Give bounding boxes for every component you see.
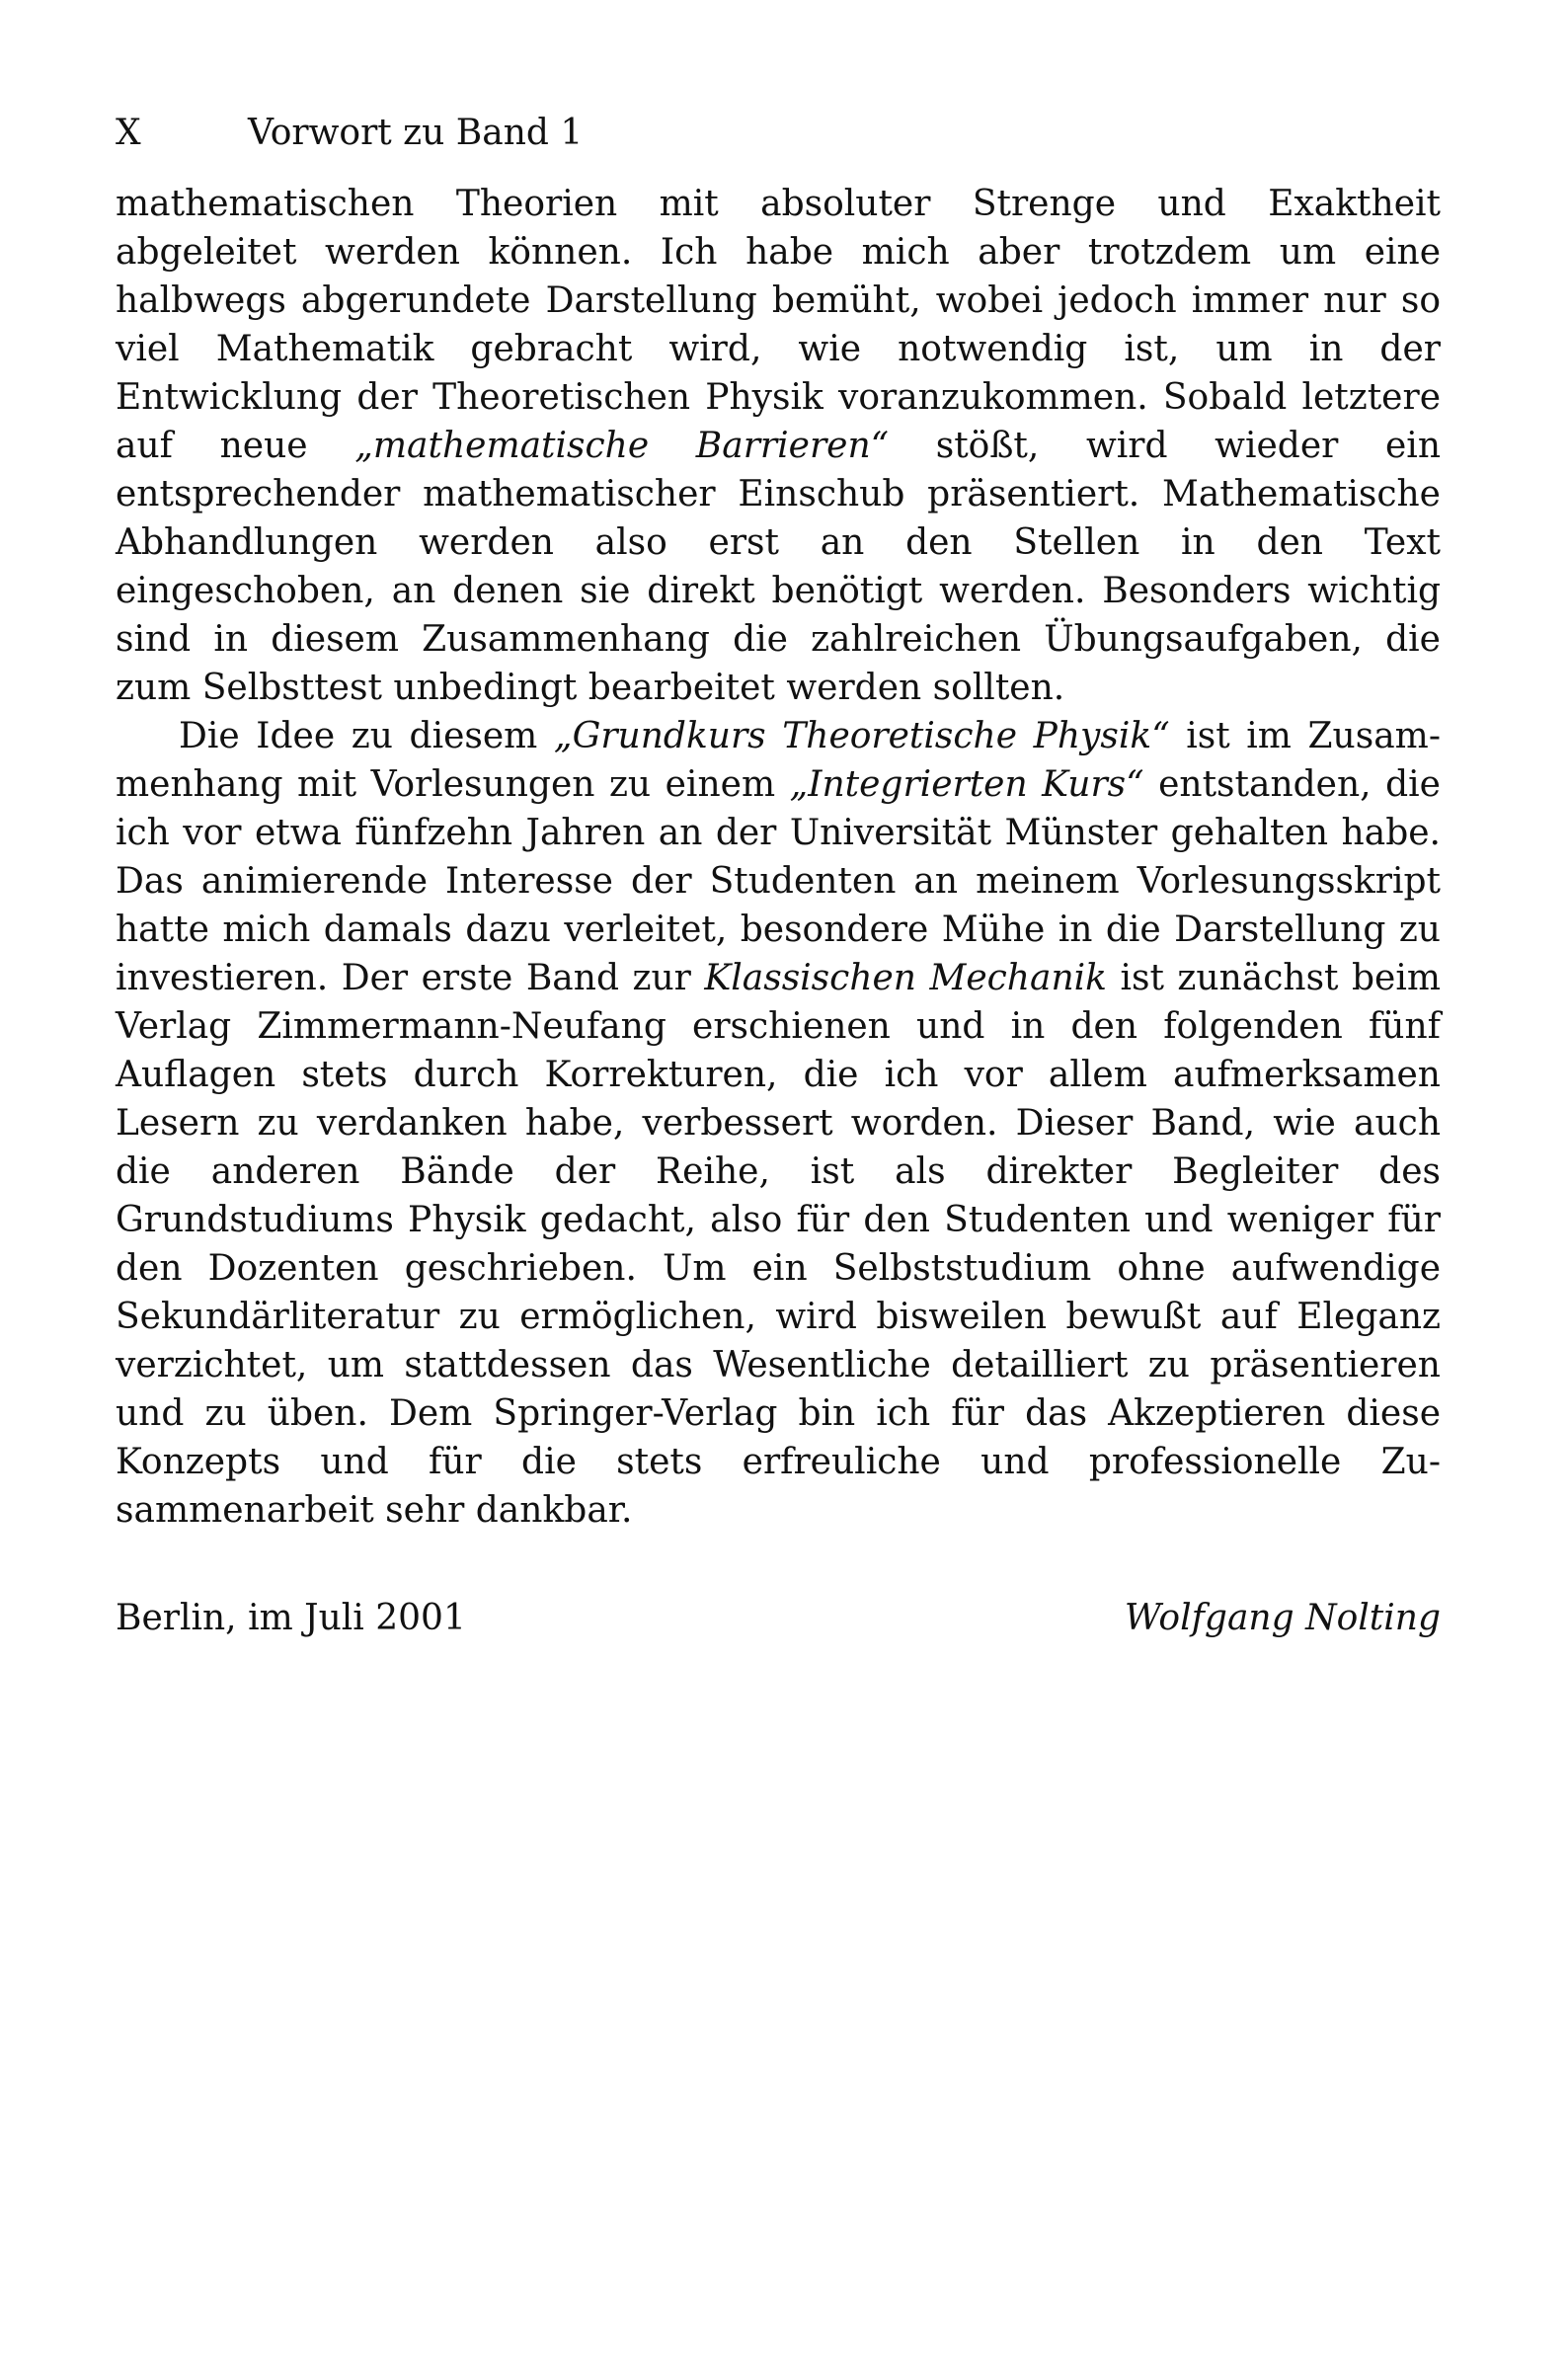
author-name: Wolfgang Nolting — [1124, 1598, 1441, 1638]
text-run: ist zunächst beim Verlag Zimmermann-Neufang erschienen und in den folgenden fünf Auflagen stets durch Korrekturen, die ich vor allem aufmerksamen Lesern zu verdanken habe, verbessert worden. Dieser Band, wie auch die anderen Bände der Reihe, ist als direkter Begleiter des Grundstudiums Physik gedacht, also für den Studenten und weniger für den Dozenten geschrieben. Um ein Selbststudium ohne aufwendige Sekundärliteratur zu ermöglichen, wird bisweilen bewußt auf Eleganz verzichtet, um stattdessen das Wesentliche detailliert zu präsentieren und zu üben. Dem Springer-Verlag bin ich für das Akzeptieren diese Konzepts und für die stets erfreuliche und professionelle Zusammenarbeit sehr dankbar. — [116, 958, 1441, 1531]
text-run: mathematischen Theorien mit absoluter Strenge und Exaktheit abgeleitet werden können. Ich habe mich aber trotzdem um eine halbwegs abgerundete Darstellung bemüht, wobei jedoch immer nur so viel Mathematik gebracht wird, wie notwendig ist, um in der Entwicklung der Theoretischen Physik voranzukommen. Sobald letztere auf neue — [116, 184, 1441, 466]
text-run: entstanden, die ich vor etwa fünfzehn Jahren an der Universität Münster gehalten habe. Das animierende Interesse der Studenten an meinem Vorlesungsskript hatte mich damals dazu verleitet, besondere Mühe in die Darstellung zu investieren. Der erste Band zur — [116, 764, 1441, 998]
book-page — [116, 109, 1441, 1643]
signature-line — [116, 1594, 1441, 1643]
emphasis-grundkurs: „Grundkurs Theoretische Physik“ — [553, 716, 1170, 756]
place-date: Berlin, im Juli 2001 — [116, 1598, 466, 1638]
running-head — [116, 109, 1441, 158]
emphasis-integrierten-kurs: „Integrierten Kurs“ — [789, 764, 1144, 805]
running-title: Vorwort zu Band 1 — [248, 113, 584, 153]
paragraph-1 — [116, 180, 1441, 712]
emphasis-mathematische-barrieren: „mathematische Barrieren“ — [354, 426, 890, 466]
text-run: stößt, wird wieder ein entsprechender mathematischer Einschub präsentiert. Mathematische Abhandlungen werden also erst an den Stellen in den Text eingeschoben, an denen sie direkt benötigt werden. Besonders wichtig sind in diesem Zusammenhang die zahlreichen Übungsaufgaben, die zum Selbsttest unbedingt bearbeitet werden sollten. — [116, 426, 1442, 708]
text-run: Die Idee zu diesem — [179, 716, 554, 756]
emphasis-klassischen-mechanik: Klassischen Mechanik — [704, 958, 1107, 998]
text-run: ist im Zusammenhang mit Vorlesungen zu einem — [116, 716, 1441, 805]
page-number: X — [116, 113, 141, 153]
preface-body — [116, 180, 1441, 1535]
paragraph-2 — [116, 712, 1441, 1535]
